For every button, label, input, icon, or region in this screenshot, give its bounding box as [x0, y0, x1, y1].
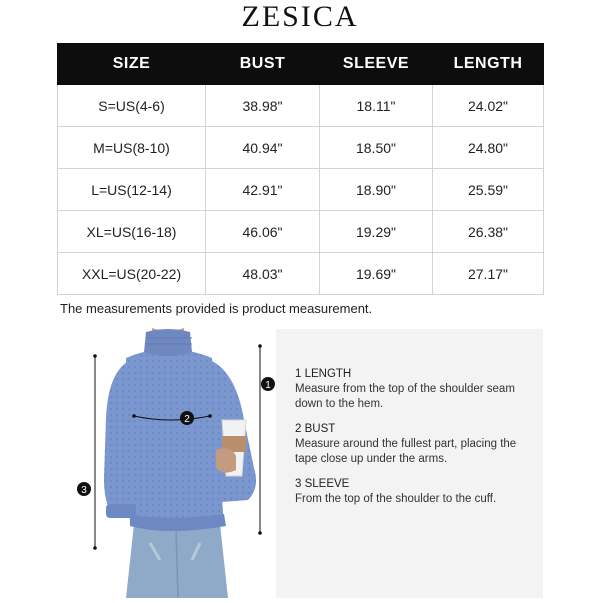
instruction-sleeve — [295, 477, 535, 507]
sweater-illustration — [60, 328, 282, 598]
measurement-note: The measurements provided is product measurement. — [60, 301, 373, 316]
table-row — [58, 85, 544, 127]
marker-length — [261, 377, 275, 391]
instruction-length — [295, 367, 535, 412]
size-chart-table — [57, 43, 544, 295]
svg-text:1: 1 — [265, 380, 271, 391]
table-row — [58, 253, 544, 295]
header-size: SIZE — [58, 44, 206, 85]
table-row — [58, 211, 544, 253]
cell-length: 24.02" — [433, 85, 544, 127]
marker-sleeve — [77, 482, 91, 496]
instruction-description: Measure from the top of the shoulder seam down to the hem. — [295, 383, 515, 410]
instruction-bust — [295, 422, 535, 467]
instruction-description: Measure around the fullest part, placing the tape close up under the arms. — [295, 438, 517, 465]
sweater-body — [126, 349, 224, 531]
cell-length: 24.80" — [433, 127, 544, 169]
marker-bust — [180, 411, 194, 425]
header-length: LENGTH — [433, 44, 544, 85]
table-header-row — [58, 44, 544, 85]
cell-sleeve: 19.29" — [320, 211, 433, 253]
table-row — [58, 169, 544, 211]
cell-bust: 42.91" — [206, 169, 320, 211]
cell-bust: 40.94" — [206, 127, 320, 169]
cell-size: S=US(4-6) — [58, 85, 206, 127]
sweater-figure — [60, 328, 282, 598]
cell-size: L=US(12-14) — [58, 169, 206, 211]
instruction-heading: 2 BUST — [295, 423, 336, 435]
brand-logo: ZESICA — [241, 0, 359, 33]
cell-sleeve: 18.11" — [320, 85, 433, 127]
svg-text:3: 3 — [81, 485, 87, 496]
instruction-heading: 1 LENGTH — [295, 368, 352, 380]
cell-bust: 46.06" — [206, 211, 320, 253]
cell-length: 26.38" — [433, 211, 544, 253]
table-row — [58, 127, 544, 169]
cell-sleeve: 18.90" — [320, 169, 433, 211]
header-sleeve: SLEEVE — [320, 44, 433, 85]
cell-length: 25.59" — [433, 169, 544, 211]
cell-bust: 38.98" — [206, 85, 320, 127]
instruction-description: From the top of the shoulder to the cuff. — [295, 493, 497, 505]
cell-size: XL=US(16-18) — [58, 211, 206, 253]
measurement-instructions-panel — [276, 329, 543, 598]
svg-text:2: 2 — [184, 414, 190, 425]
cell-length: 27.17" — [433, 253, 544, 295]
cell-size: XXL=US(20-22) — [58, 253, 206, 295]
instruction-heading: 3 SLEEVE — [295, 478, 350, 490]
cell-sleeve: 18.50" — [320, 127, 433, 169]
header-bust: BUST — [206, 44, 320, 85]
cell-sleeve: 19.69" — [320, 253, 433, 295]
cell-size: M=US(8-10) — [58, 127, 206, 169]
cell-bust: 48.03" — [206, 253, 320, 295]
